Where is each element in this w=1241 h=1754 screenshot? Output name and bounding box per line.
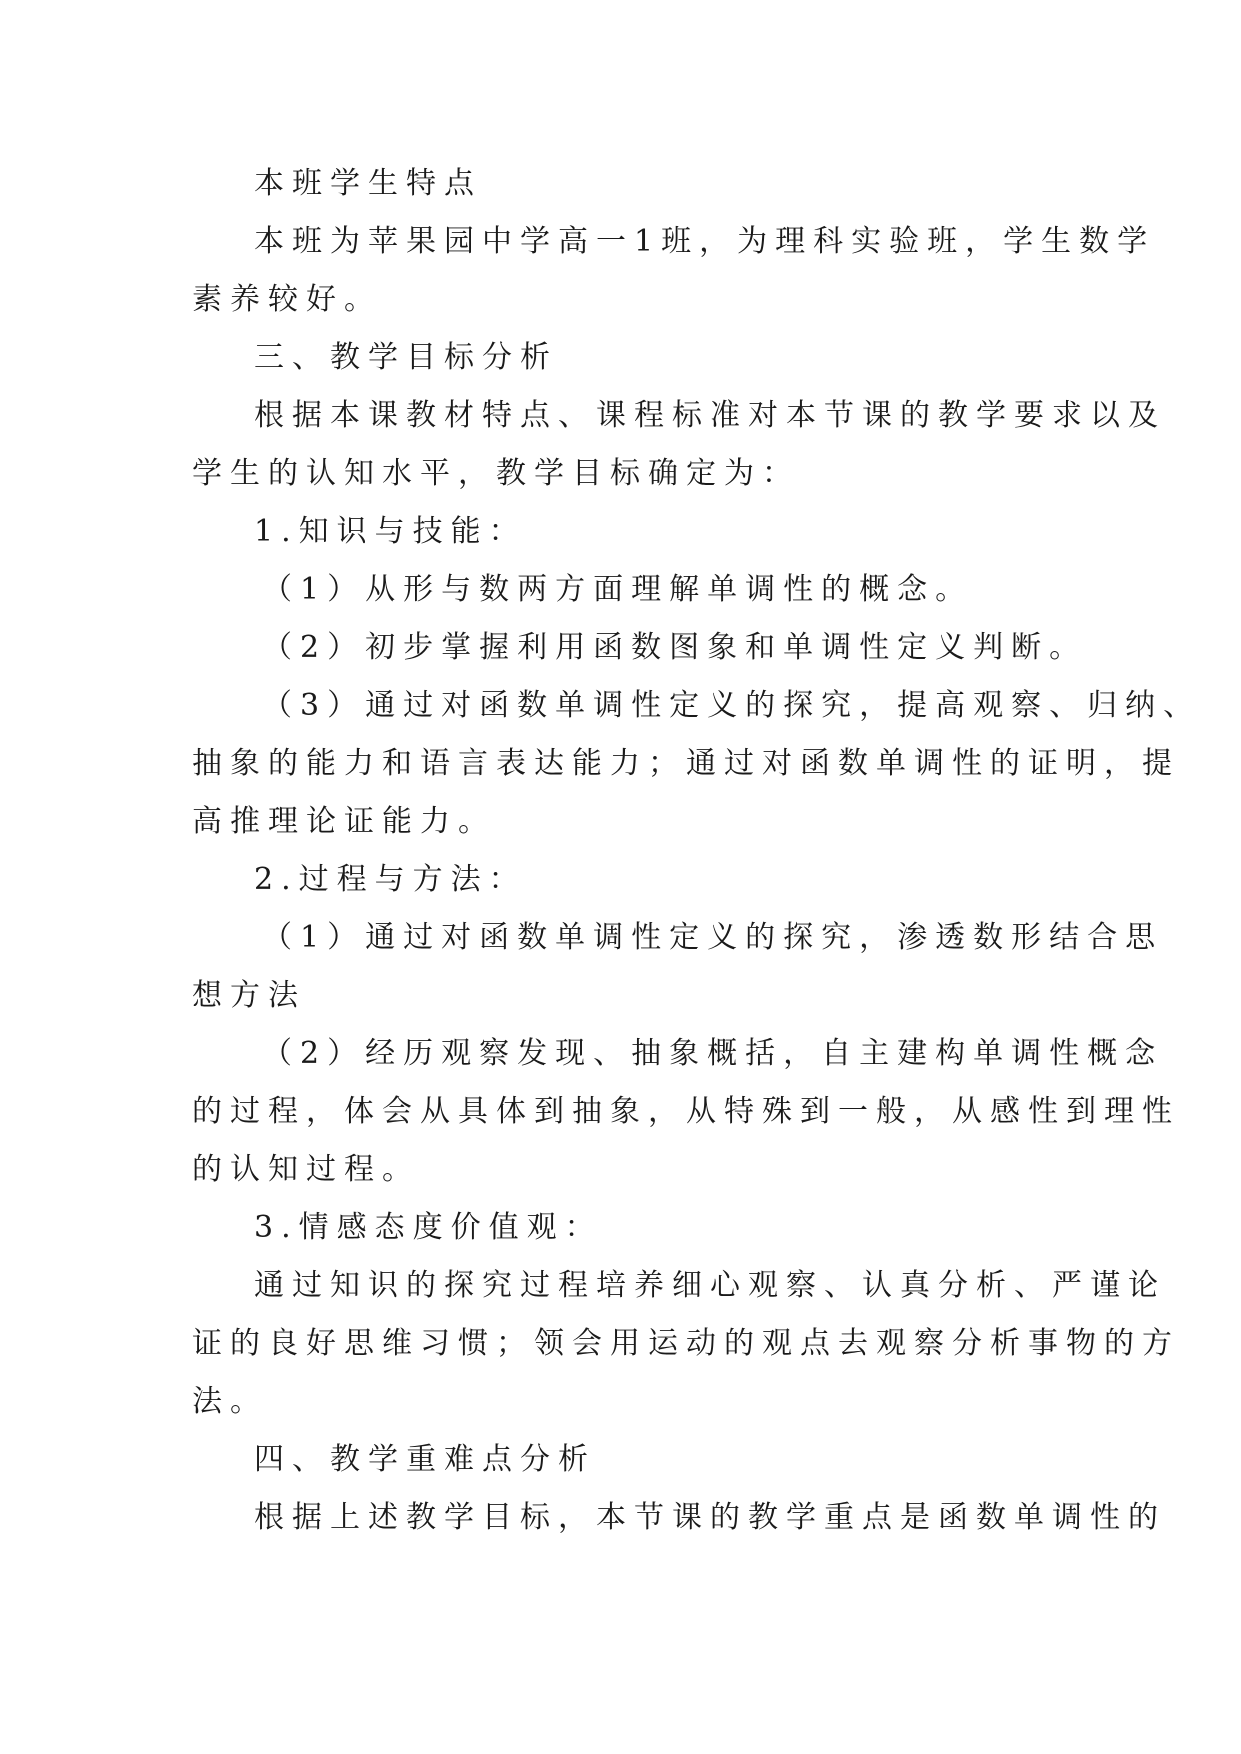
paragraph-line: 抽象的能力和语言表达能力；通过对函数单调性的证明，提: [192, 746, 1180, 781]
paragraph-line: 的过程，体会从具体到抽象，从特殊到一般，从感性到理性: [192, 1094, 1180, 1129]
paragraph-line: 根据上述教学目标，本节课的教学重点是函数单调性的: [254, 1500, 1166, 1535]
paragraph-line: 学生的认知水平，教学目标确定为：: [192, 456, 800, 491]
subsection-heading: 本班学生特点: [254, 166, 482, 201]
paragraph-line: 通过知识的探究过程培养细心观察、认真分析、严谨论: [254, 1268, 1166, 1303]
paragraph-line: 素养较好。: [192, 282, 382, 317]
list-item: （2）初步掌握利用函数图象和单调性定义判断。: [262, 630, 1088, 665]
section-heading: 四、教学重难点分析: [254, 1442, 596, 1477]
paragraph-line: 本班为苹果园中学高一1班，为理科实验班，学生数学: [254, 224, 1156, 259]
list-item: （3）通过对函数单调性定义的探究，提高观察、归纳、: [262, 688, 1202, 723]
paragraph-line: 根据本课教材特点、课程标准对本节课的教学要求以及: [254, 398, 1166, 433]
list-item: （1）通过对函数单调性定义的探究，渗透数形结合思: [262, 920, 1164, 955]
paragraph-line: 高推理论证能力。: [192, 804, 496, 839]
section-heading: 三、教学目标分析: [254, 340, 558, 375]
paragraph-line: 想方法: [192, 978, 306, 1013]
paragraph-line: 证的良好思维习惯；领会用运动的观点去观察分析事物的方: [192, 1326, 1180, 1361]
list-item: （1）从形与数两方面理解单调性的概念。: [262, 572, 974, 607]
list-heading: 1.知识与技能：: [254, 514, 527, 549]
list-heading: 2.过程与方法：: [254, 862, 527, 897]
list-item: （2）经历观察发现、抽象概括，自主建构单调性概念: [262, 1036, 1164, 1071]
paragraph-line: 法。: [192, 1384, 268, 1419]
list-heading: 3.情感态度价值观：: [254, 1210, 603, 1245]
paragraph-line: 的认知过程。: [192, 1152, 420, 1187]
